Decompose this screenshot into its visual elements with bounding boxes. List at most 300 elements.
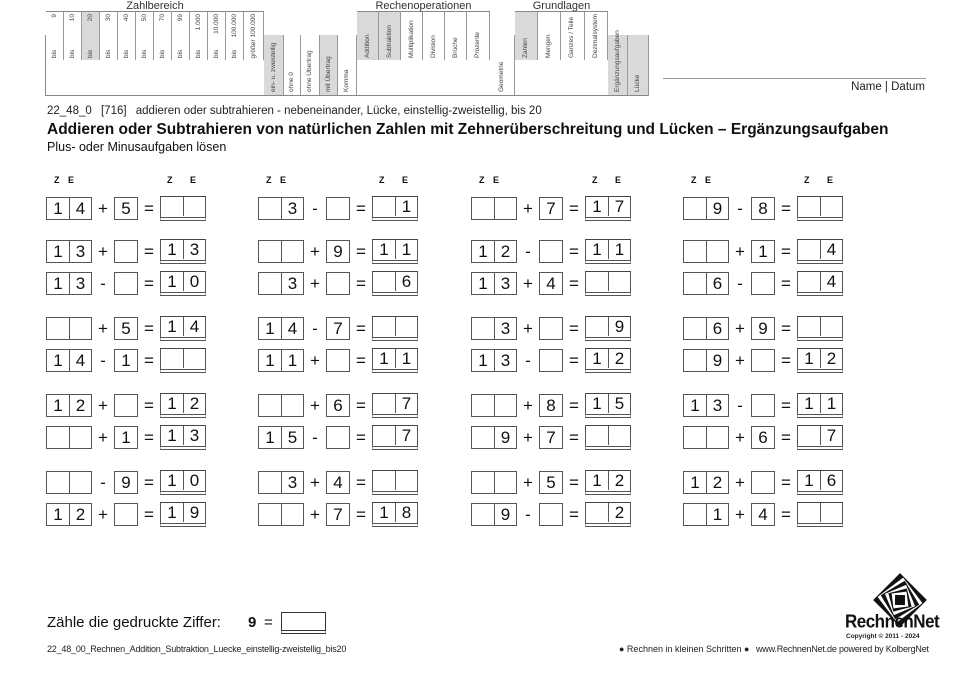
number-box[interactable] xyxy=(683,272,729,295)
number-box[interactable] xyxy=(683,349,729,372)
ones-cell[interactable]: 2 xyxy=(608,471,630,490)
tens-cell[interactable]: 1 xyxy=(53,505,63,524)
ones-cell[interactable] xyxy=(327,198,349,219)
answer-box[interactable] xyxy=(797,271,843,296)
answer-box[interactable] xyxy=(160,196,206,221)
ones-cell[interactable]: 5 xyxy=(281,427,303,448)
number-box[interactable] xyxy=(114,197,138,220)
category-value: 70 xyxy=(158,14,166,22)
ones-cell[interactable]: 9 xyxy=(706,350,728,371)
ones-cell[interactable] xyxy=(752,472,774,493)
tens-cell[interactable]: 1 xyxy=(167,503,177,522)
tens-cell[interactable] xyxy=(373,426,395,445)
answer-box[interactable] xyxy=(160,239,206,264)
tens-cell[interactable]: 1 xyxy=(167,471,177,490)
ones-cell[interactable] xyxy=(752,350,774,371)
ones-cell[interactable] xyxy=(115,241,137,262)
answer-box[interactable] xyxy=(797,393,843,418)
number-box[interactable] xyxy=(751,240,775,263)
ones-cell[interactable]: 4 xyxy=(333,473,343,492)
tens-cell[interactable] xyxy=(259,198,281,219)
tens-cell[interactable] xyxy=(798,272,820,291)
number-box[interactable] xyxy=(46,272,92,295)
number-box[interactable] xyxy=(326,394,350,417)
number-box[interactable] xyxy=(46,503,92,526)
tens-cell[interactable]: 1 xyxy=(592,197,602,216)
ones-cell[interactable] xyxy=(540,350,562,371)
number-box[interactable] xyxy=(683,317,729,340)
tens-cell[interactable] xyxy=(259,273,281,294)
number-box[interactable] xyxy=(114,426,138,449)
tens-cell[interactable]: 1 xyxy=(478,351,488,370)
category-cell xyxy=(490,35,515,95)
ones-cell[interactable]: 6 xyxy=(820,471,842,490)
tens-cell[interactable] xyxy=(472,472,494,493)
number-box[interactable] xyxy=(326,349,350,372)
ones-cell[interactable] xyxy=(540,504,562,525)
tens-cell[interactable] xyxy=(259,504,281,525)
ones-cell[interactable]: 1 xyxy=(820,394,842,413)
ones-cell[interactable] xyxy=(327,350,349,371)
ones-cell[interactable]: 3 xyxy=(494,350,516,371)
tens-cell[interactable]: 1 xyxy=(53,396,63,415)
number-box[interactable] xyxy=(471,426,517,449)
tens-cell[interactable]: 1 xyxy=(804,394,814,413)
tens-cell[interactable] xyxy=(47,427,69,448)
ones-cell[interactable]: 4 xyxy=(546,274,556,293)
number-box[interactable] xyxy=(751,197,775,220)
number-box[interactable] xyxy=(471,471,517,494)
tens-cell[interactable]: 1 xyxy=(265,428,275,447)
tens-cell[interactable]: 1 xyxy=(379,349,389,368)
ones-cell[interactable]: 6 xyxy=(758,428,768,447)
tens-cell[interactable]: 1 xyxy=(804,471,814,490)
ones-cell[interactable]: 1 xyxy=(281,350,303,371)
answer-box[interactable] xyxy=(797,502,843,527)
ones-cell[interactable] xyxy=(183,197,205,216)
ones-cell[interactable] xyxy=(281,504,303,525)
number-box[interactable] xyxy=(539,394,563,417)
number-box[interactable] xyxy=(46,349,92,372)
ones-cell[interactable]: 1 xyxy=(395,349,417,368)
ones-cell[interactable] xyxy=(281,241,303,262)
tens-cell[interactable] xyxy=(472,504,494,525)
tens-cell[interactable]: 1 xyxy=(592,240,602,259)
number-box[interactable] xyxy=(46,240,92,263)
ones-cell[interactable] xyxy=(706,427,728,448)
number-box[interactable] xyxy=(471,197,517,220)
ones-cell[interactable]: 7 xyxy=(333,319,343,338)
ones-cell[interactable]: 3 xyxy=(494,273,516,294)
answer-box[interactable] xyxy=(372,196,418,221)
number-box[interactable] xyxy=(751,503,775,526)
ones-cell[interactable]: 3 xyxy=(69,241,91,262)
exercise-row xyxy=(46,348,206,373)
ones-cell[interactable] xyxy=(820,317,842,336)
ones-cell[interactable]: 4 xyxy=(758,505,768,524)
category-prefix: bis xyxy=(122,49,130,58)
tens-cell[interactable]: 1 xyxy=(478,242,488,261)
answer-box[interactable] xyxy=(585,348,631,373)
number-box[interactable] xyxy=(539,349,563,372)
tens-cell[interactable] xyxy=(259,472,281,493)
number-box[interactable] xyxy=(539,503,563,526)
ones-cell[interactable]: 1 xyxy=(758,242,768,261)
ones-cell[interactable] xyxy=(69,318,91,339)
tens-cell[interactable] xyxy=(684,241,706,262)
ones-cell[interactable]: 7 xyxy=(395,426,417,445)
tens-cell[interactable]: 1 xyxy=(53,274,63,293)
answer-box[interactable] xyxy=(797,348,843,373)
tens-cell[interactable]: 1 xyxy=(379,503,389,522)
answer-box[interactable] xyxy=(160,393,206,418)
tens-cell[interactable]: 1 xyxy=(592,394,602,413)
tens-cell[interactable] xyxy=(586,503,608,522)
ones-cell[interactable]: 3 xyxy=(183,426,205,445)
ones-cell[interactable]: 9 xyxy=(706,198,728,219)
tens-cell[interactable] xyxy=(259,241,281,262)
ones-cell[interactable] xyxy=(327,427,349,448)
ones-cell[interactable] xyxy=(820,197,842,216)
answer-box[interactable] xyxy=(372,316,418,341)
ones-cell[interactable]: 4 xyxy=(69,198,91,219)
ones-cell[interactable]: 5 xyxy=(546,473,556,492)
ones-cell[interactable] xyxy=(115,273,137,294)
number-box[interactable] xyxy=(46,426,92,449)
ones-cell[interactable] xyxy=(327,273,349,294)
ones-cell[interactable]: 2 xyxy=(706,472,728,493)
ones-cell[interactable]: 5 xyxy=(608,394,630,413)
tens-cell[interactable] xyxy=(472,198,494,219)
ones-cell[interactable]: 9 xyxy=(121,473,131,492)
tens-cell[interactable]: 1 xyxy=(167,426,177,445)
tens-cell[interactable] xyxy=(161,197,183,216)
tens-cell[interactable]: 1 xyxy=(167,240,177,259)
number-box[interactable] xyxy=(46,394,92,417)
number-box[interactable] xyxy=(539,317,563,340)
answer-box[interactable] xyxy=(797,239,843,264)
tens-cell[interactable] xyxy=(373,197,395,216)
answer-box[interactable] xyxy=(372,393,418,418)
number-box[interactable] xyxy=(46,471,92,494)
answer-box[interactable] xyxy=(160,348,206,373)
ones-cell[interactable] xyxy=(281,395,303,416)
ones-cell[interactable]: 3 xyxy=(494,318,516,339)
number-box[interactable] xyxy=(258,471,304,494)
tens-cell[interactable] xyxy=(684,273,706,294)
ones-cell[interactable]: 2 xyxy=(608,349,630,368)
answer-box[interactable] xyxy=(372,239,418,264)
ones-cell[interactable] xyxy=(706,241,728,262)
tens-cell[interactable] xyxy=(798,426,820,445)
number-box[interactable] xyxy=(326,503,350,526)
tens-cell[interactable] xyxy=(373,272,395,291)
ones-cell[interactable]: 0 xyxy=(183,471,205,490)
number-box[interactable] xyxy=(258,426,304,449)
number-box[interactable] xyxy=(471,503,517,526)
ones-cell[interactable]: 2 xyxy=(608,503,630,522)
number-box[interactable] xyxy=(683,197,729,220)
number-box[interactable] xyxy=(326,426,350,449)
ones-cell[interactable] xyxy=(540,241,562,262)
tens-cell[interactable] xyxy=(472,395,494,416)
slogan: ● Rechnen in kleinen Schritten ● xyxy=(619,644,750,654)
tens-cell[interactable]: 1 xyxy=(53,199,63,218)
equals-sign: = xyxy=(569,198,579,218)
ones-cell[interactable]: 7 xyxy=(820,426,842,445)
number-box[interactable] xyxy=(539,197,563,220)
number-box[interactable] xyxy=(751,394,775,417)
number-box[interactable] xyxy=(258,240,304,263)
number-box[interactable] xyxy=(326,471,350,494)
ones-cell[interactable]: 4 xyxy=(281,318,303,339)
ones-cell[interactable]: 2 xyxy=(69,395,91,416)
tens-cell[interactable] xyxy=(472,318,494,339)
ones-cell[interactable]: 3 xyxy=(183,240,205,259)
ones-cell[interactable]: 2 xyxy=(820,349,842,368)
tens-cell[interactable] xyxy=(259,395,281,416)
tens-cell[interactable] xyxy=(586,317,608,336)
tens-cell[interactable] xyxy=(798,197,820,216)
tens-cell[interactable] xyxy=(161,349,183,368)
ones-cell[interactable] xyxy=(69,427,91,448)
tens-cell[interactable] xyxy=(373,394,395,413)
number-box[interactable] xyxy=(114,471,138,494)
answer-box[interactable] xyxy=(160,425,206,450)
answer-box[interactable] xyxy=(585,502,631,527)
ones-cell[interactable]: 3 xyxy=(281,273,303,294)
answer-box[interactable] xyxy=(585,271,631,296)
number-box[interactable] xyxy=(258,197,304,220)
answer-box[interactable] xyxy=(372,348,418,373)
number-box[interactable] xyxy=(751,471,775,494)
ones-cell[interactable]: 7 xyxy=(546,199,556,218)
number-box[interactable] xyxy=(683,471,729,494)
number-box[interactable] xyxy=(258,272,304,295)
ones-cell[interactable]: 1 xyxy=(608,240,630,259)
answer-box[interactable] xyxy=(160,502,206,527)
tens-cell[interactable]: 1 xyxy=(265,319,275,338)
ones-cell[interactable] xyxy=(752,273,774,294)
tens-cell[interactable] xyxy=(373,317,395,336)
tens-cell[interactable] xyxy=(684,198,706,219)
ones-cell[interactable]: 2 xyxy=(69,504,91,525)
answer-box[interactable] xyxy=(585,393,631,418)
tens-cell[interactable]: 1 xyxy=(592,349,602,368)
ones-cell[interactable]: 4 xyxy=(820,272,842,291)
tens-cell[interactable]: 1 xyxy=(53,351,63,370)
answer-box[interactable] xyxy=(797,316,843,341)
tens-cell[interactable] xyxy=(684,350,706,371)
ones-cell[interactable]: 1 xyxy=(121,428,131,447)
ones-cell[interactable] xyxy=(395,471,417,490)
tens-cell[interactable] xyxy=(586,272,608,291)
answer-box[interactable] xyxy=(160,316,206,341)
number-box[interactable] xyxy=(114,317,138,340)
tens-cell[interactable]: 1 xyxy=(592,471,602,490)
exercise-row xyxy=(471,348,631,373)
number-box[interactable] xyxy=(751,349,775,372)
number-box[interactable] xyxy=(539,240,563,263)
ones-cell[interactable]: 9 xyxy=(494,427,516,448)
ones-cell[interactable] xyxy=(494,472,516,493)
number-box[interactable] xyxy=(751,426,775,449)
number-box[interactable] xyxy=(258,503,304,526)
tens-cell[interactable]: 1 xyxy=(167,272,177,291)
tens-cell[interactable]: 1 xyxy=(690,473,700,492)
tens-cell[interactable] xyxy=(798,317,820,336)
number-box[interactable] xyxy=(326,240,350,263)
tens-cell[interactable] xyxy=(373,471,395,490)
ones-cell[interactable]: 4 xyxy=(183,317,205,336)
tens-cell[interactable] xyxy=(798,503,820,522)
count-answer-box[interactable] xyxy=(281,612,326,634)
ones-cell[interactable]: 6 xyxy=(706,273,728,294)
ones-cell[interactable]: 1 xyxy=(395,197,417,216)
ones-cell[interactable] xyxy=(115,395,137,416)
number-box[interactable] xyxy=(326,317,350,340)
number-box[interactable] xyxy=(471,317,517,340)
ones-cell[interactable]: 9 xyxy=(183,503,205,522)
answer-box[interactable] xyxy=(797,470,843,495)
ones-cell[interactable] xyxy=(395,317,417,336)
ones-cell[interactable]: 1 xyxy=(706,504,728,525)
number-box[interactable] xyxy=(683,394,729,417)
answer-box[interactable] xyxy=(585,470,631,495)
number-box[interactable] xyxy=(683,503,729,526)
number-box[interactable] xyxy=(114,272,138,295)
number-box[interactable] xyxy=(751,272,775,295)
ones-cell[interactable]: 7 xyxy=(333,505,343,524)
ones-cell[interactable]: 3 xyxy=(281,198,303,219)
tens-cell[interactable]: 1 xyxy=(379,240,389,259)
number-box[interactable] xyxy=(539,272,563,295)
ones-cell[interactable]: 1 xyxy=(121,351,131,370)
ones-cell[interactable] xyxy=(494,395,516,416)
ones-cell[interactable] xyxy=(115,504,137,525)
tens-cell[interactable] xyxy=(684,504,706,525)
ones-cell[interactable]: 5 xyxy=(121,199,131,218)
ones-cell[interactable]: 0 xyxy=(183,272,205,291)
tens-cell[interactable]: 1 xyxy=(690,396,700,415)
ones-cell[interactable]: 7 xyxy=(608,197,630,216)
ones-cell[interactable] xyxy=(183,349,205,368)
ones-cell[interactable]: 3 xyxy=(706,395,728,416)
number-box[interactable] xyxy=(471,349,517,372)
number-box[interactable] xyxy=(683,240,729,263)
tens-cell[interactable] xyxy=(684,427,706,448)
number-box[interactable] xyxy=(258,349,304,372)
tens-cell[interactable]: 1 xyxy=(478,274,488,293)
ones-cell[interactable] xyxy=(820,503,842,522)
tens-cell[interactable] xyxy=(47,318,69,339)
ones-cell[interactable]: 5 xyxy=(121,319,131,338)
ones-cell[interactable]: 2 xyxy=(183,394,205,413)
ones-cell[interactable]: 4 xyxy=(820,240,842,259)
ones-cell[interactable]: 2 xyxy=(494,241,516,262)
answer-box[interactable] xyxy=(585,316,631,341)
ones-cell[interactable]: 8 xyxy=(546,396,556,415)
ones-cell[interactable]: 9 xyxy=(494,504,516,525)
ones-cell[interactable] xyxy=(608,426,630,445)
number-box[interactable] xyxy=(114,503,138,526)
number-box[interactable] xyxy=(46,197,92,220)
tens-cell[interactable]: 1 xyxy=(167,394,177,413)
ones-cell[interactable]: 3 xyxy=(69,273,91,294)
number-box[interactable] xyxy=(258,394,304,417)
ones-cell[interactable] xyxy=(69,472,91,493)
answer-box[interactable] xyxy=(372,502,418,527)
ones-cell[interactable]: 4 xyxy=(69,350,91,371)
answer-box[interactable] xyxy=(160,470,206,495)
number-box[interactable] xyxy=(114,240,138,263)
number-box[interactable] xyxy=(471,394,517,417)
answer-box[interactable] xyxy=(372,271,418,296)
ones-cell[interactable]: 7 xyxy=(546,428,556,447)
tens-cell[interactable] xyxy=(684,318,706,339)
number-box[interactable] xyxy=(751,317,775,340)
number-box[interactable] xyxy=(683,426,729,449)
tens-cell[interactable]: 1 xyxy=(804,349,814,368)
ones-cell[interactable]: 6 xyxy=(333,396,343,415)
number-box[interactable] xyxy=(46,317,92,340)
answer-box[interactable] xyxy=(160,271,206,296)
answer-box[interactable] xyxy=(372,425,418,450)
tens-cell[interactable]: 1 xyxy=(265,351,275,370)
number-box[interactable] xyxy=(471,240,517,263)
number-box[interactable] xyxy=(114,394,138,417)
name-line[interactable] xyxy=(663,78,926,79)
ones-cell[interactable]: 6 xyxy=(706,318,728,339)
ones-cell[interactable]: 8 xyxy=(758,199,768,218)
website-link[interactable]: www.RechnenNet.de powered by KolbergNet xyxy=(756,644,929,654)
number-box[interactable] xyxy=(326,197,350,220)
tens-cell[interactable]: 1 xyxy=(167,317,177,336)
number-box[interactable] xyxy=(471,272,517,295)
number-box[interactable] xyxy=(258,317,304,340)
ones-cell[interactable]: 8 xyxy=(395,503,417,522)
answer-box[interactable] xyxy=(372,470,418,495)
answer-box[interactable] xyxy=(797,425,843,450)
ones-cell[interactable] xyxy=(752,395,774,416)
ones-cell[interactable]: 6 xyxy=(395,272,417,291)
ones-cell[interactable] xyxy=(494,198,516,219)
answer-box[interactable] xyxy=(585,196,631,221)
ones-cell[interactable]: 7 xyxy=(395,394,417,413)
tens-cell[interactable] xyxy=(472,427,494,448)
tens-cell[interactable] xyxy=(586,426,608,445)
number-box[interactable] xyxy=(326,272,350,295)
ones-cell[interactable] xyxy=(540,318,562,339)
page-title: Addieren oder Subtrahieren von natürlichen Zahlen mit Zehnerüberschreitung und Lücken – Ergänzungsaufgaben xyxy=(47,121,889,138)
ones-cell[interactable]: 9 xyxy=(758,319,768,338)
ones-cell[interactable]: 9 xyxy=(333,242,343,261)
tens-cell[interactable] xyxy=(798,240,820,259)
ones-cell[interactable]: 3 xyxy=(281,472,303,493)
answer-box[interactable] xyxy=(585,425,631,450)
equals-sign: = xyxy=(569,472,579,492)
tens-cell[interactable] xyxy=(47,472,69,493)
ones-cell[interactable]: 9 xyxy=(608,317,630,336)
answer-box[interactable] xyxy=(585,239,631,264)
tens-cell[interactable]: 1 xyxy=(53,242,63,261)
ones-cell[interactable]: 1 xyxy=(395,240,417,259)
ones-cell[interactable] xyxy=(608,272,630,291)
number-box[interactable] xyxy=(114,349,138,372)
answer-box[interactable] xyxy=(797,196,843,221)
number-box[interactable] xyxy=(539,471,563,494)
number-box[interactable] xyxy=(539,426,563,449)
